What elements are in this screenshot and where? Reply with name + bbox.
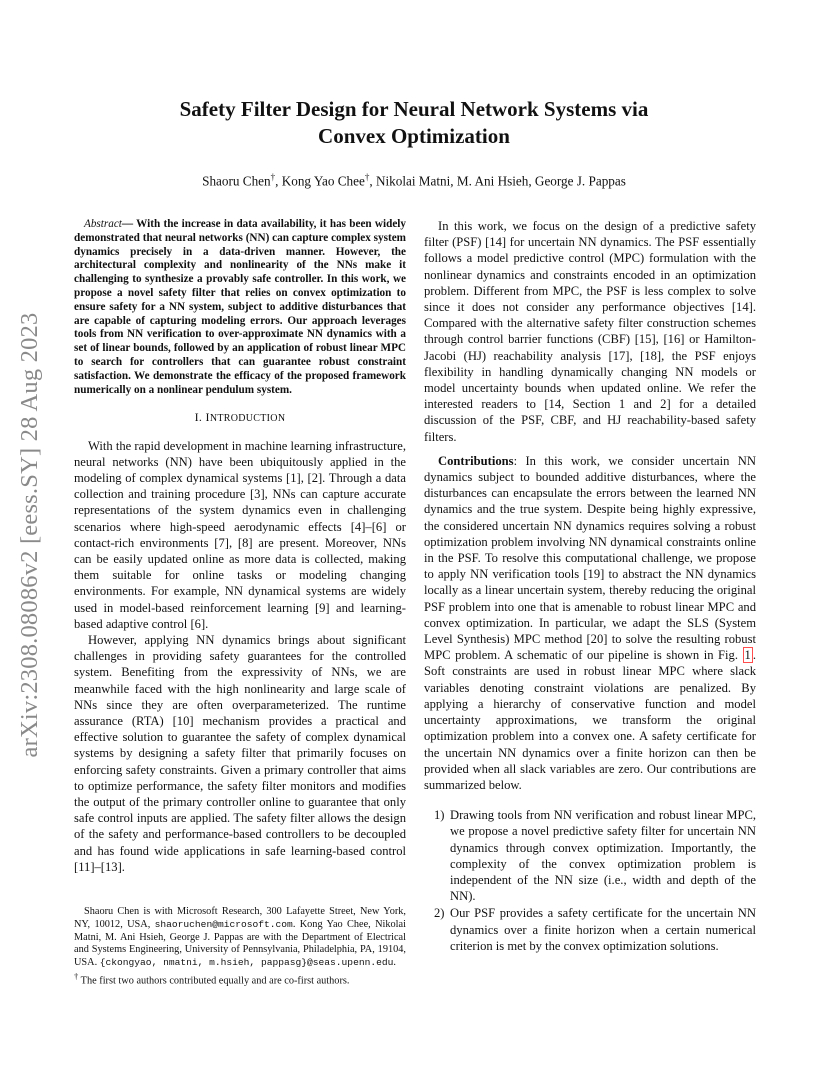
paper-title — [120, 96, 708, 150]
author-rest: , Nikolai Matni, M. Ani Hsieh, George J. Pappas — [369, 173, 626, 189]
left-column — [74, 218, 406, 875]
dagger-mark-1: † — [270, 172, 276, 182]
figure-ref-link[interactable]: 1 — [744, 648, 751, 663]
contributions-list — [424, 807, 756, 954]
dagger-mark-2: † — [364, 172, 370, 182]
email-chen: shaoruchen@microsoft.com — [154, 918, 293, 930]
dagger-mark-footnote: † — [74, 970, 79, 981]
contributions-text-a: : In this work, we consider uncertain NN dynamics subject to bounded additive disturbances, where the disturbances can encapsulate the errors between the learned NN dynamics and the true system. Despite being highly expressive, the considered uncertain NN dynamics requires solving a robust optimization problem involving NN dynamical constraints online in the PSF. To resolve this computational challenge, we propose to apply NN verification tools [19] to abstract the NN dynamics locally as a linear uncertain system, thereby reducing the original PSF problem into one that is amenable to robust linear MPC and convex optimization. In particular, we adapt the SLS (System Level Synthesis) MPC method [20] to solve the resulting robust MPC problem. A schematic of our pipeline is shown in Fig. — [424, 453, 756, 663]
email-penn: {ckongyao, nmatni, m.hsieh, pappasg}@seas.upenn.edu — [99, 957, 394, 969]
author-1: Shaoru Chen — [202, 173, 271, 189]
abstract-text: — With the increase in data availability, it has been widely demonstrated that neural networks (NN) can capture complex system dynamics precisely in a data-driven manner. However, the architectural complexity and nonlinearity of the NNs make it challenging to synthesize a provably safe controller. In this work, we propose a novel safety filter that relies on convex optimization to ensure safety for a NN system, subject to additive disturbances that are capable of capturing modeling errors. Our approach leverages tools from NN verification to over-approximate NN dynamics with a set of linear bounds, followed by an application of robust linear MPC to search for controllers that can guarantee robust constraint satisfaction. We demonstrate the efficacy of the proposed framework numerically on a nonlinear pendulum system. — [74, 218, 406, 396]
cofirst-note — [74, 970, 406, 988]
section-first-letter: I — [205, 410, 210, 425]
list-number: 1) — [434, 808, 445, 823]
contributions-label: Contributions — [438, 453, 514, 468]
title-line-1: Safety Filter Design for Neural Network Systems via — [179, 97, 649, 121]
affiliation-text-c: . — [393, 957, 396, 969]
affiliation-text-a: Shaoru Chen is with Microsoft Research, 300 Lafayette Street, New York, NY, 10012, USA, — [74, 906, 406, 930]
affiliation-note — [74, 906, 406, 970]
title-line-2: Convex Optimization — [318, 124, 510, 148]
author-2: , Kong Yao Chee — [275, 173, 365, 189]
arxiv-identifier: arXiv:2308.08086v2 [eess.SY] 28 Aug 2023 — [16, 312, 43, 758]
section-numeral: I. — [194, 410, 206, 425]
list-text: Drawing tools from NN verification and robust linear MPC, we propose a novel predictive safety filter for uncertain NN dynamics through convex optimization. Importantly, the complexity of the convex optimization problem is independent of the NN size (i.e., width and depth of the NN). — [450, 808, 756, 904]
section-heading-introduction — [74, 409, 406, 427]
author-list — [100, 172, 728, 189]
section-title-rest: NTRODUCTION — [209, 413, 286, 425]
abstract — [74, 218, 406, 397]
author-footnote — [74, 906, 406, 988]
cofirst-text: The first two authors contributed equally and are co-first authors. — [78, 975, 350, 987]
contributions-paragraph — [424, 453, 756, 793]
list-number: 2) — [434, 906, 445, 921]
right-paragraph-1: In this work, we focus on the design of a predictive safety filter (PSF) [14] for uncertain NN dynamics. The PSF essentially follows a model predictive control (MPC) formulation with the nonlinear dynamics and constraints encoded in an optimization problem. Different from MPC, the PSF is less complex to solve since it does not consider any performance objectives [14]. Compared with the alternative safety filter construction schemes through control barrier functions (CBF) [15], [16] or Hamilton-Jacobi (HJ) reachability analysis [17], [18], the PSF enjoys flexibility in handling dynamically changing NN models or model uncertainty bounds when updated online. We refer the interested readers to [14, Section 1 and 2] for a detailed discussion of the PSF, CBF, and HJ reachability-based safety filters. — [424, 219, 756, 444]
intro-paragraph-1: With the rapid development in machine learning infrastructure, neural networks (NN) have been ubiquitously applied in the modeling of complex dynamical systems [1], [2]. Through a data collection and training procedure [3], NNs can capture accurate representations of the system dynamics even in challenging scenarios where high-speed aerodynamic effects [4]–[6] or contact-rich environments [7], [8] are present. Moreover, NNs can be easily updated online as more data is collected, making them suitable for online tasks or modeling changing environments. For example, NN dynamical systems are widely used in model-based reinforcement learning [9] and learning-based adaptive control [6]. — [74, 438, 406, 631]
arxiv-sidebar — [10, 215, 50, 855]
contributions-text-b: . Soft constraints are used in robust linear MPC where slack variables denoting constraint violations are penalized. By applying a hierarchy of conservative function and model uncertainty approximations, we transform the original optimization problem into a convex one. A safety certificate for the uncertain NN dynamics over a finite horizon can then be provided when all slack variables are zero. Our contributions are summarized below. — [424, 648, 756, 792]
list-item — [424, 807, 756, 904]
intro-paragraph-2: However, applying NN dynamics brings about significant challenges in providing safety guarantees for the controlled system. Benefiting from the expressivity of NNs, we are meanwhile faced with the high nonlinearity and large scale of NNs since they are often overparameterized. The runtime assurance (RTA) [10] mechanism provides a practical and effective solution to guarantee the safety of complex dynamical systems by designing a safety filter that primarily focuses on enforcing safety constraints. Given a primary controller that aims to optimize performance, the safety filter monitors and modifies the output of the primary controller online to guarantee that only safe control inputs are applied. The safety filter allows the design of the safety and performance-based controllers to be decoupled and has found wide applications in safe learning-based control [11]–[13]. — [74, 633, 406, 874]
abstract-label: Abstract — [84, 218, 122, 230]
list-text: Our PSF provides a safety certificate for the uncertain NN dynamics over a finite horizon when a certain numerical criterion is met by the convex optimization solutions. — [450, 906, 756, 953]
right-column — [424, 218, 756, 955]
list-item — [424, 905, 756, 954]
affiliation-text-b: . Kong Yao Chee, Nikolai Matni, M. Ani Hsieh, George J. Pappas are with the Department of Electrical and Systems Engineering, University of Pennsylvania, Philadelphia, PA, 19104, USA. — [74, 918, 406, 969]
